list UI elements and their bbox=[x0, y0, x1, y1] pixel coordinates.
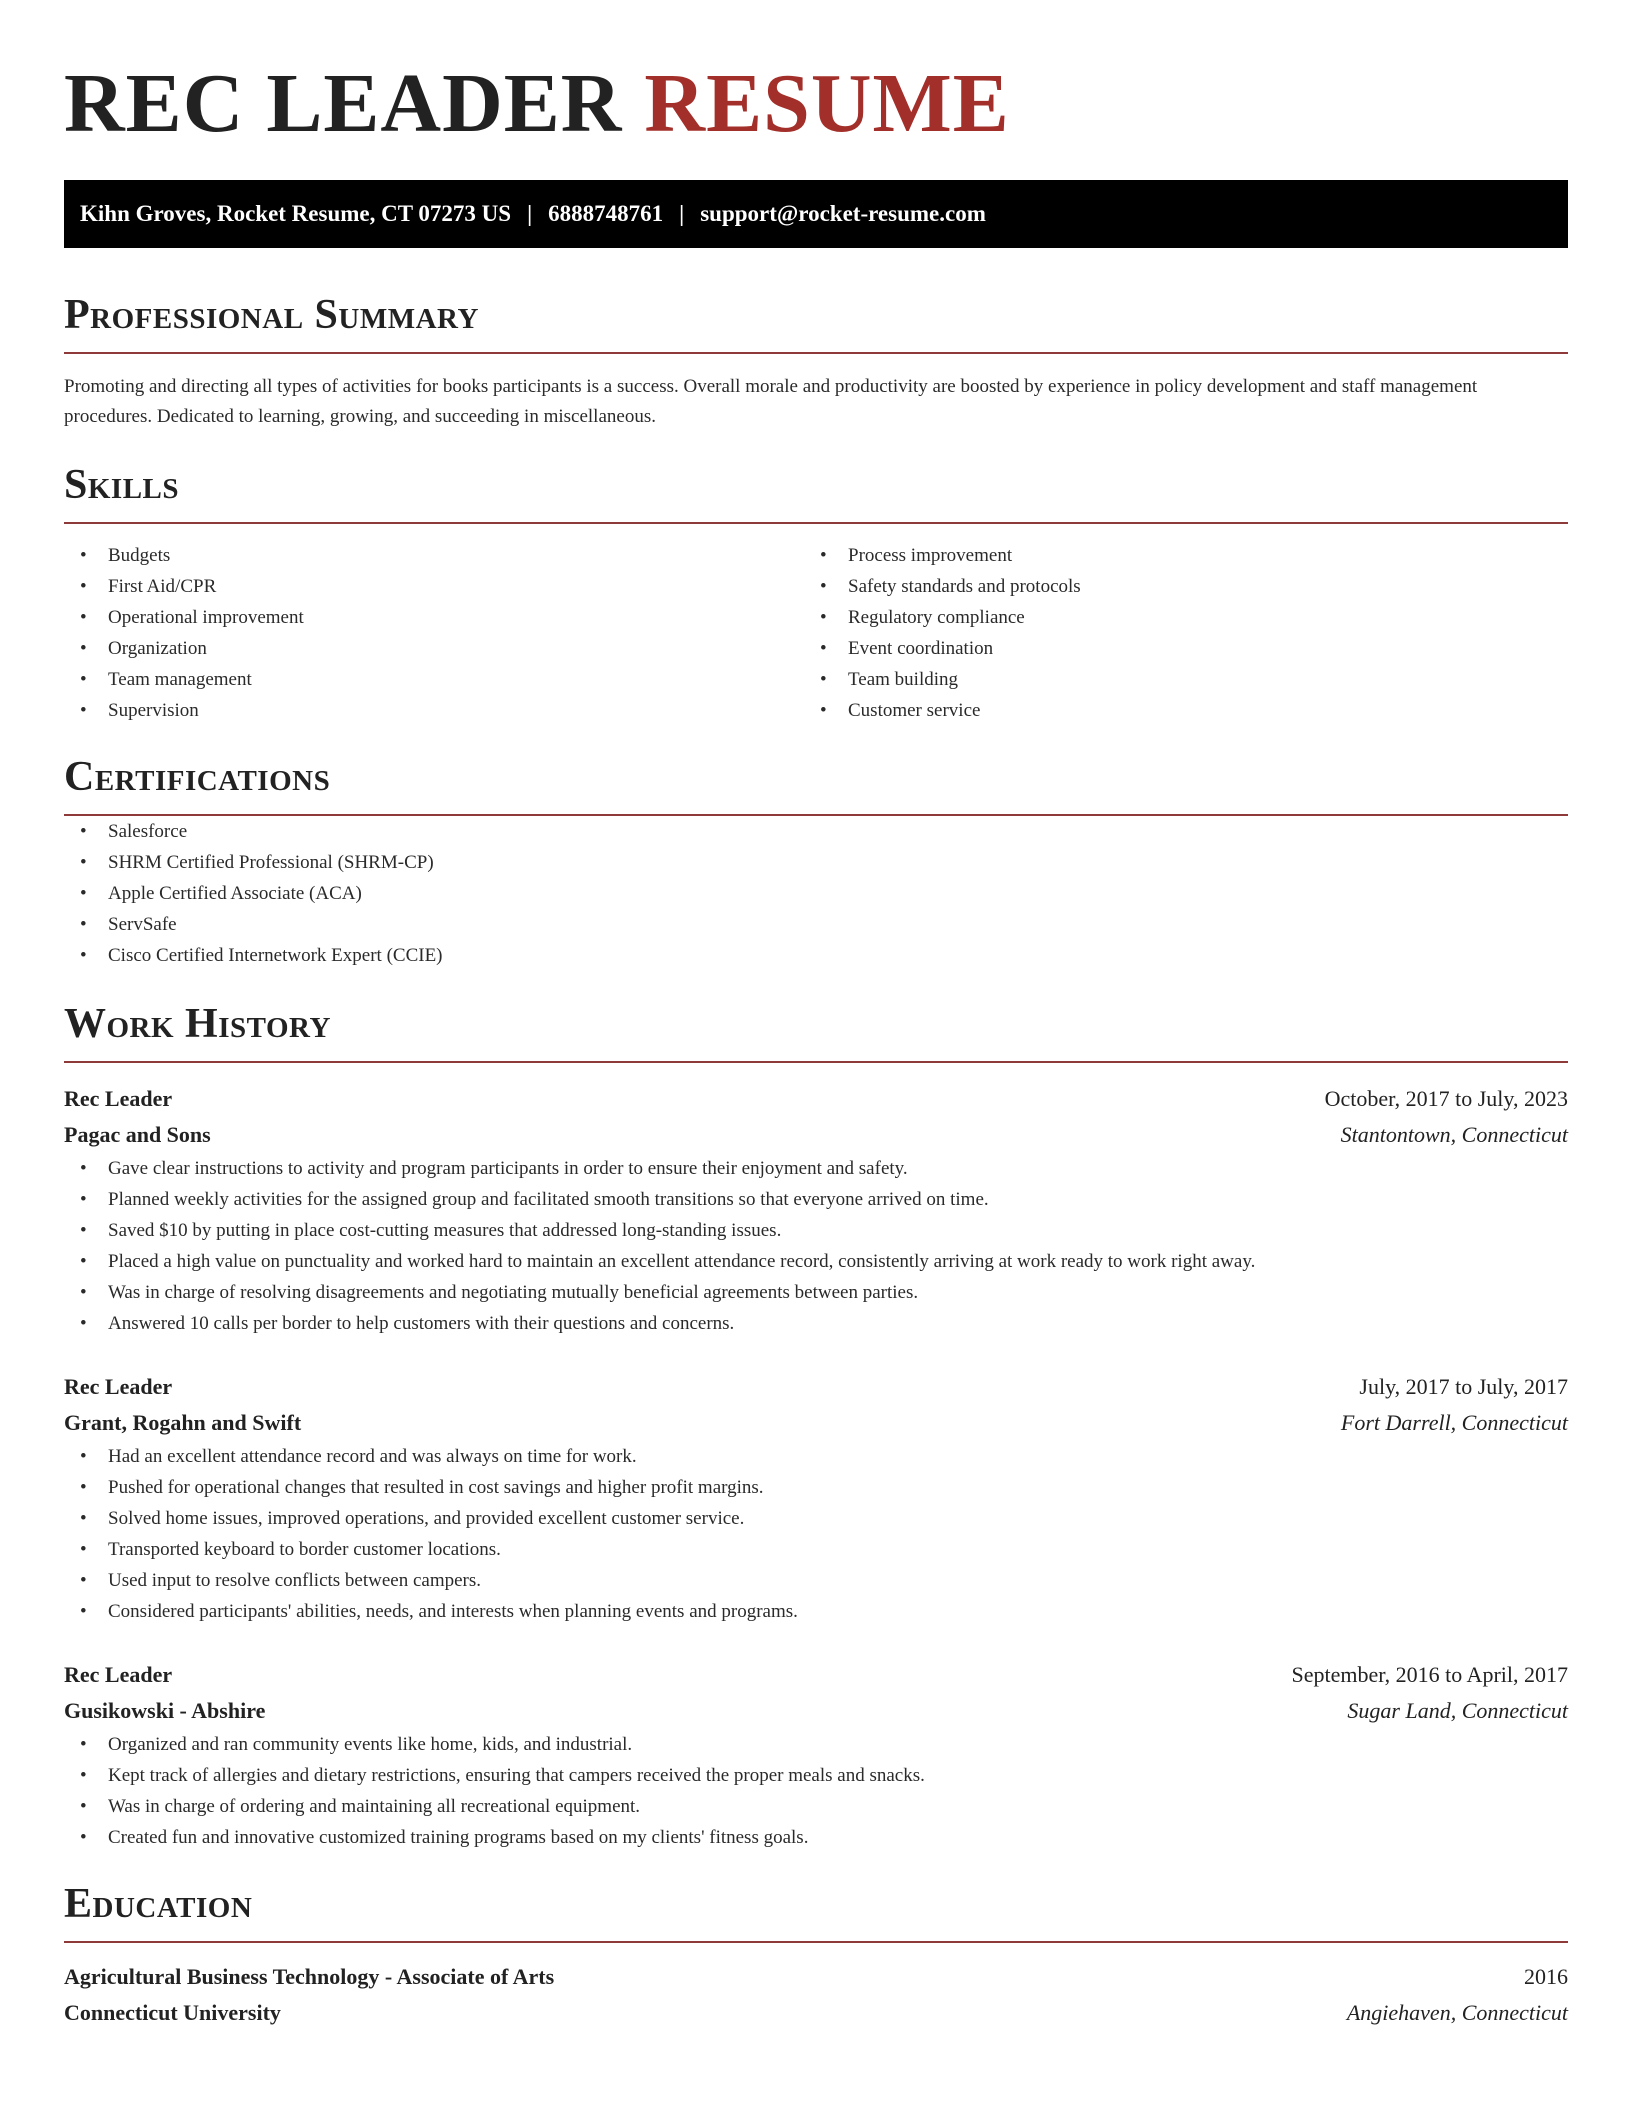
education-location: Angiehaven, Connecticut bbox=[1346, 2000, 1568, 2025]
skill-item: • Customer service bbox=[804, 695, 1544, 726]
certification-item: • ServSafe bbox=[64, 909, 1568, 940]
contact-address: Kihn Groves, Rocket Resume, CT 07273 US bbox=[80, 201, 512, 226]
contact-bar bbox=[64, 180, 1568, 248]
skill-item: • Team management bbox=[64, 664, 804, 695]
job-bullet: • Had an excellent attendance record and was always on time for work. bbox=[64, 1441, 1568, 1472]
contact-separator: | bbox=[679, 201, 685, 226]
job-company: Grant, Rogahn and Swift bbox=[64, 1410, 302, 1435]
section-title-summary: Professional Summary bbox=[64, 292, 479, 338]
job-bullet: • Was in charge of ordering and maintaining all recreational equipment. bbox=[64, 1791, 1568, 1822]
job-entry bbox=[64, 1081, 1568, 1339]
section-title-skills: Skills bbox=[64, 462, 180, 508]
skill-item: • Budgets bbox=[64, 540, 804, 571]
job-bullet: • Saved $10 by putting in place cost-cutting measures that addressed long-standing issues. bbox=[64, 1215, 1568, 1246]
skill-item: • First Aid/CPR bbox=[64, 571, 804, 602]
certifications-list bbox=[64, 816, 1568, 971]
job-bullet: • Used input to resolve conflicts between campers. bbox=[64, 1565, 1568, 1596]
education-section bbox=[64, 1879, 1568, 2031]
education-entry bbox=[64, 1959, 1568, 2031]
job-bullets bbox=[64, 1729, 1568, 1853]
contact-email[interactable]: support@rocket-resume.com bbox=[700, 201, 986, 226]
skill-item: • Event coordination bbox=[804, 633, 1544, 664]
section-title-work-history: Work History bbox=[64, 1001, 331, 1047]
job-bullet: • Transported keyboard to border customer locations. bbox=[64, 1534, 1568, 1565]
job-company-row bbox=[64, 1117, 1568, 1153]
certifications-section bbox=[64, 752, 1568, 971]
work-history-section bbox=[64, 999, 1568, 1853]
education-year: 2016 bbox=[1524, 1964, 1568, 1989]
job-entry bbox=[64, 1657, 1568, 1853]
skill-item: • Safety standards and protocols bbox=[804, 571, 1544, 602]
summary-section bbox=[64, 290, 1568, 432]
job-location: Fort Darrell, Connecticut bbox=[1340, 1410, 1568, 1435]
job-company-row bbox=[64, 1693, 1568, 1729]
section-title-education: Education bbox=[64, 1881, 253, 1927]
education-school-row bbox=[64, 1995, 1568, 2031]
job-header-row bbox=[64, 1657, 1568, 1693]
job-header-row bbox=[64, 1369, 1568, 1405]
name-dark-part: REC LEADER bbox=[64, 57, 623, 150]
job-title: Rec Leader bbox=[64, 1662, 173, 1687]
skill-item: • Process improvement bbox=[804, 540, 1544, 571]
resume-name-heading bbox=[64, 0, 1568, 150]
skill-item: • Regulatory compliance bbox=[804, 602, 1544, 633]
job-dates: July, 2017 to July, 2017 bbox=[1359, 1374, 1568, 1399]
skill-item: • Supervision bbox=[64, 695, 804, 726]
job-bullet: • Solved home issues, improved operations, and provided excellent customer service. bbox=[64, 1503, 1568, 1534]
job-bullets bbox=[64, 1441, 1568, 1627]
job-bullet: • Considered participants' abilities, needs, and interests when planning events and programs. bbox=[64, 1596, 1568, 1627]
job-bullet: • Kept track of allergies and dietary restrictions, ensuring that campers received the proper meals and snacks. bbox=[64, 1760, 1568, 1791]
certification-item: • Apple Certified Associate (ACA) bbox=[64, 878, 1568, 909]
certification-item: • Salesforce bbox=[64, 816, 1568, 847]
section-divider bbox=[64, 1061, 1568, 1063]
skills-column-right bbox=[804, 540, 1544, 726]
certification-item: • SHRM Certified Professional (SHRM-CP) bbox=[64, 847, 1568, 878]
contact-separator: | bbox=[527, 201, 533, 226]
job-header-row bbox=[64, 1081, 1568, 1117]
certification-item: • Cisco Certified Internetwork Expert (CCIE) bbox=[64, 940, 1568, 971]
job-bullet: • Gave clear instructions to activity and program participants in order to ensure their enjoyment and safety. bbox=[64, 1153, 1568, 1184]
job-location: Sugar Land, Connecticut bbox=[1347, 1698, 1568, 1723]
skill-item: • Organization bbox=[64, 633, 804, 664]
job-company-row bbox=[64, 1405, 1568, 1441]
job-dates: October, 2017 to July, 2023 bbox=[1324, 1086, 1568, 1111]
job-company: Gusikowski - Abshire bbox=[64, 1698, 266, 1723]
section-divider bbox=[64, 352, 1568, 354]
job-bullet: • Created fun and innovative customized training programs based on my clients' fitness goals. bbox=[64, 1822, 1568, 1853]
job-company: Pagac and Sons bbox=[64, 1122, 211, 1147]
section-divider bbox=[64, 522, 1568, 524]
summary-text: Promoting and directing all types of activities for books participants is a success. Overall morale and productivity are boosted by experience in policy development and staff management procedures. Dedicated to learning, growing, and succeeding in miscellaneous. bbox=[64, 376, 1478, 427]
job-entry bbox=[64, 1369, 1568, 1627]
job-bullet: • Planned weekly activities for the assigned group and facilitated smooth transitions so that everyone arrived on time. bbox=[64, 1184, 1568, 1215]
education-school: Connecticut University bbox=[64, 2000, 281, 2025]
job-bullet: • Pushed for operational changes that resulted in cost savings and higher profit margins. bbox=[64, 1472, 1568, 1503]
skills-column-left bbox=[64, 540, 804, 726]
name-accent-part: RESUME bbox=[644, 57, 1010, 150]
job-dates: September, 2016 to April, 2017 bbox=[1291, 1662, 1568, 1687]
job-bullet: • Organized and ran community events like home, kids, and industrial. bbox=[64, 1729, 1568, 1760]
job-title: Rec Leader bbox=[64, 1374, 173, 1399]
job-bullet: • Was in charge of resolving disagreements and negotiating mutually beneficial agreements between parties. bbox=[64, 1277, 1568, 1308]
contact-phone[interactable]: 6888748761 bbox=[548, 201, 664, 226]
job-location: Stantontown, Connecticut bbox=[1340, 1122, 1568, 1147]
job-title: Rec Leader bbox=[64, 1086, 173, 1111]
skills-grid bbox=[64, 540, 1568, 726]
education-header-row bbox=[64, 1959, 1568, 1995]
skills-section bbox=[64, 460, 1568, 726]
job-bullet: • Placed a high value on punctuality and worked hard to maintain an excellent attendance record, consistently arriving at work ready to work right away. bbox=[64, 1246, 1568, 1277]
section-divider bbox=[64, 1941, 1568, 1943]
job-bullet: • Answered 10 calls per border to help customers with their questions and concerns. bbox=[64, 1308, 1568, 1339]
section-title-certifications: Certifications bbox=[64, 754, 331, 800]
skill-item: • Team building bbox=[804, 664, 1544, 695]
job-bullets bbox=[64, 1153, 1568, 1339]
education-degree: Agricultural Business Technology - Associate of Arts bbox=[64, 1964, 555, 1989]
skill-item: • Operational improvement bbox=[64, 602, 804, 633]
